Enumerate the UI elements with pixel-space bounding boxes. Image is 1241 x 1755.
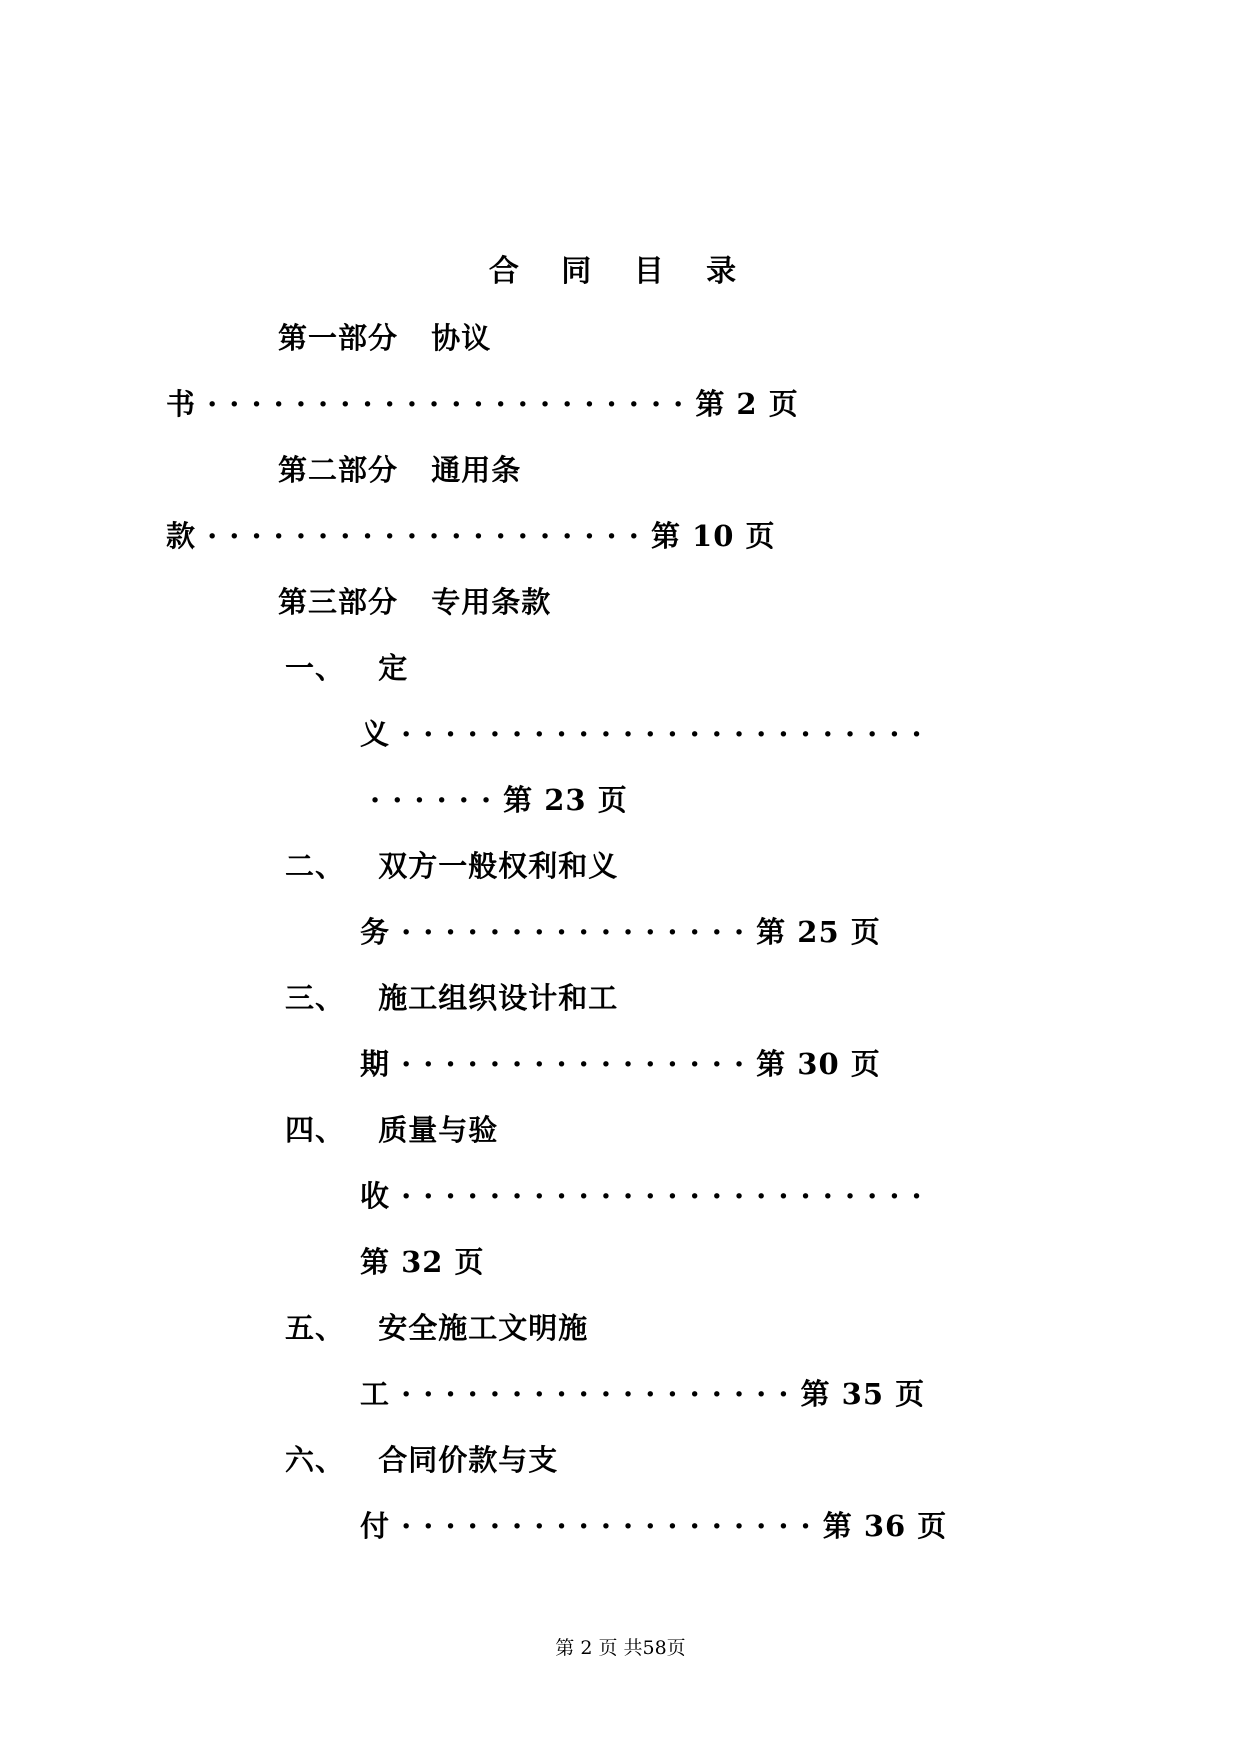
- document-title: 合 同 目 录: [488, 254, 753, 289]
- toc-part-1-page: 书 · · · · · · · · · · · · · · · · · · · · · · 第 2 页: [166, 387, 799, 421]
- toc-item-2-page: 务 · · · · · · · · · · · · · · · · 第 25 页: [360, 915, 881, 949]
- toc-item-4-page: 第 32 页: [360, 1245, 485, 1279]
- toc-item-6: 六、 合同价款与支: [285, 1443, 559, 1477]
- toc-item-4-cont: 收 · · · · · · · · · · · · · · · · · · · · · · · ·: [360, 1179, 923, 1213]
- toc-part-2: 第二部分 通用条: [278, 453, 522, 487]
- toc-item-5: 五、 安全施工文明施: [285, 1311, 589, 1345]
- toc-part-2-page: 款 · · · · · · · · · · · · · · · · · · · · 第 10 页: [166, 519, 776, 553]
- toc-item-3: 三、 施工组织设计和工: [285, 981, 619, 1015]
- toc-item-1-cont: 义 · · · · · · · · · · · · · · · · · · · · · · · ·: [360, 717, 923, 751]
- toc-item-6-page: 付 · · · · · · · · · · · · · · · · · · · 第 36 页: [360, 1509, 948, 1543]
- toc-part-1: 第一部分 协议: [278, 321, 492, 355]
- toc-item-1: 一、 定: [285, 651, 409, 685]
- toc-item-2: 二、 双方一般权利和义: [285, 849, 619, 883]
- toc-item-3-page: 期 · · · · · · · · · · · · · · · · 第 30 页: [360, 1047, 881, 1081]
- toc-item-5-page: 工 · · · · · · · · · · · · · · · · · · 第 35 页: [360, 1377, 926, 1411]
- toc-part-3: 第三部分 专用条款: [278, 585, 552, 619]
- toc-item-4: 四、 质量与验: [285, 1113, 499, 1147]
- page-footer: 第 2 页 共58页: [555, 1637, 686, 1659]
- toc-item-1-page: · · · · · · 第 23 页: [370, 783, 628, 817]
